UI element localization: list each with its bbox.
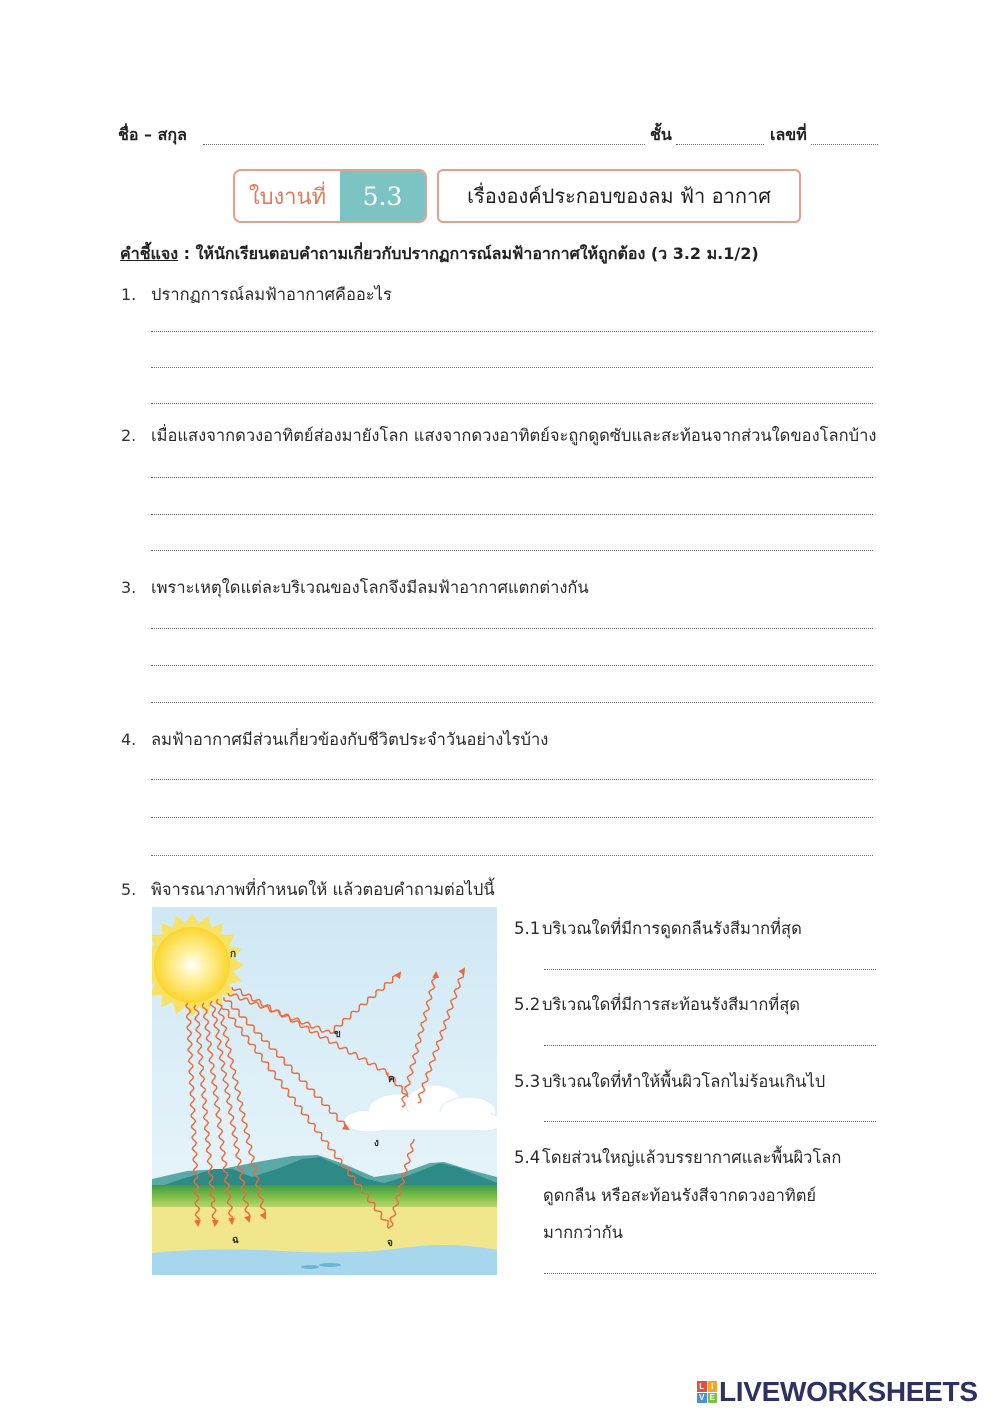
class-label: ชั้น <box>650 125 672 144</box>
answer-line[interactable] <box>151 836 873 856</box>
logo-icon-letter: L <box>697 1381 707 1392</box>
question-number: 2. <box>121 426 137 445</box>
class-input[interactable] <box>676 125 764 145</box>
sub-question-text: โดยส่วนใหญ่แล้วบรรยากาศและพื้นผิวโลก <box>542 1148 842 1167</box>
logo-icon-letter: I <box>708 1381 718 1392</box>
instruction-label: คำชี้แจง <box>120 244 179 263</box>
name-input[interactable] <box>203 125 645 145</box>
answer-line[interactable] <box>151 384 873 404</box>
sub-question-number: 5.2 <box>514 995 541 1014</box>
answer-line[interactable] <box>151 646 873 666</box>
sub-question-number: 5.1 <box>514 919 541 938</box>
number-label: เลขที่ <box>770 125 807 144</box>
question-text: ลมฟ้าอากาศมีส่วนเกี่ยวข้องกับชีวิตประจำวันอย่างไรบ้าง <box>151 730 549 749</box>
instruction-text: ให้นักเรียนตอบคำถามเกี่ยวกับปรากฏการณ์ลมฟ้าอากาศให้ถูกต้อง (ว 3.2 ม.1/2) <box>195 244 759 263</box>
sunlight-diagram <box>152 907 497 1275</box>
sub-answer-line[interactable] <box>544 950 876 970</box>
label-ko: ก <box>230 949 237 960</box>
label-cho-ching: ฉ <box>232 1235 239 1246</box>
answer-line[interactable] <box>151 495 873 515</box>
sub-answer-line[interactable] <box>544 1026 876 1046</box>
answer-line[interactable] <box>151 609 873 629</box>
sub-question-text: บริเวณใดที่มีการสะท้อนรังสีมากที่สุด <box>542 995 800 1014</box>
number-input[interactable] <box>811 125 878 145</box>
question-number: 5. <box>121 880 137 899</box>
topic-box <box>437 169 801 223</box>
question-text: เมื่อแสงจากดวงอาทิตย์ส่องมายังโลก แสงจากดวงอาทิตย์จะถูกดูดซับและสะท้อนจากส่วนใดของโลกบ้าง <box>151 426 877 445</box>
logo-icon-letter: E <box>708 1393 718 1404</box>
water-ripple <box>301 1265 319 1269</box>
answer-line[interactable] <box>151 531 873 551</box>
sub-question-text: บริเวณใดที่มีการดูดกลืนรังสีมากที่สุด <box>542 919 802 938</box>
answer-line[interactable] <box>151 348 873 368</box>
topic-title: เรื่ององค์ประกอบของลม ฟ้า อากาศ <box>467 184 771 208</box>
name-label: ชื่อ – สกุล <box>118 125 187 144</box>
sub-question-number: 5.3 <box>514 1072 541 1091</box>
worksheet-title-box <box>233 169 427 223</box>
question-number: 1. <box>121 285 137 304</box>
water-ripple <box>319 1263 341 1267</box>
question-text: เพราะเหตุใดแต่ละบริเวณของโลกจึงมีลมฟ้าอากาศแตกต่างกัน <box>151 578 589 597</box>
label-cho: จ <box>387 1238 393 1249</box>
question-number: 3. <box>121 578 137 597</box>
answer-line[interactable] <box>151 683 873 703</box>
answer-line[interactable] <box>151 760 873 780</box>
label-kho: ข <box>334 1029 341 1040</box>
logo-text: LIVEWORKSHEETS <box>719 1376 978 1407</box>
sub-question-number: 5.4 <box>514 1148 541 1167</box>
sub-question-text: บริเวณใดที่ทำให้พื้นผิวโลกไม่ร้อนเกินไป <box>542 1072 826 1091</box>
answer-line[interactable] <box>151 312 873 332</box>
sub-question-text: มากกว่ากัน <box>543 1223 623 1242</box>
sub-answer-line[interactable] <box>544 1254 876 1274</box>
label-ngo: ง <box>374 1138 379 1149</box>
question-number: 4. <box>121 730 137 749</box>
grass <box>152 1185 497 1209</box>
worksheet-number: 5.3 <box>340 171 425 221</box>
sub-answer-line[interactable] <box>544 1102 876 1122</box>
logo-icon <box>697 1381 717 1403</box>
logo-icon-letter: V <box>697 1393 707 1404</box>
answer-line[interactable] <box>151 798 873 818</box>
answer-line[interactable] <box>151 458 873 478</box>
instruction-separator: : <box>178 244 196 263</box>
sub-question-text: ดูดกลืน หรือสะท้อนรังสีจากดวงอาทิตย์ <box>543 1186 817 1205</box>
worksheet-label: ใบงานที่ <box>248 184 327 210</box>
liveworksheets-logo[interactable] <box>697 1376 978 1408</box>
sun <box>154 927 230 1003</box>
instruction <box>120 243 759 265</box>
label-kho-khwai: ค <box>388 1074 395 1085</box>
question-text: ปรากฏการณ์ลมฟ้าอากาศคืออะไร <box>151 285 392 304</box>
question-text: พิจารณาภาพที่กำหนดให้ แล้วตอบคำถามต่อไปนี้ <box>151 880 495 899</box>
